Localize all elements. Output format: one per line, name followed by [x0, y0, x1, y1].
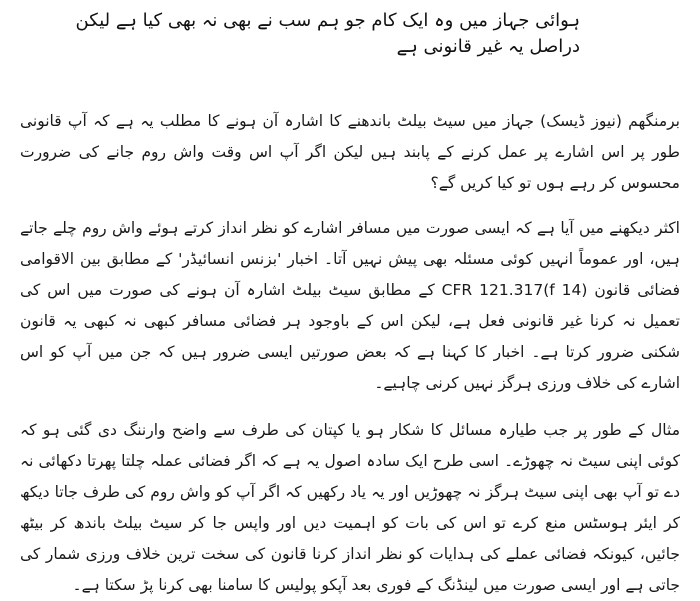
article-paragraph-intro: برمنگھم (نیوز ڈیسک) جہاز میں سیٹ بیلٹ باندھنے کا اشارہ آن ہونے کا مطلب یہ ہے کہ آپ قانونی طور پر اس اشارے پر عمل کرنے کے پابند ہیں لیکن اگر آپ اس وقت واش روم جانے کی ضرورت محسوس کر رہے ہوں تو کیا کریں گے؟ — [20, 112, 680, 192]
article-paragraph-law: اکثر دیکھنے میں آیا ہے کہ ایسی صورت میں مسافر اشارے کو نظر انداز کرتے ہوئے واش روم چلے جاتے ہیں، اور عموماً انہیں کوئی مسئلہ بھی پیش نہیں آتا۔ اخبار 'بزنس انسائیڈر' کے مطابق بین الاقوامی فضائی قانون CFR 121.317(f 14) کے مطابق سیٹ بیلٹ اشارہ آن ہونے کی صورت میں اس کی تعمیل نہ کرنا غیر قانونی فعل ہے، لیکن اس کے باوجود ہر فضائی مسافر کبھی نہ کبھی یہ قانون شکنی ضرور کرتا ہے۔ اخبار کا کہنا ہے کہ بعض صورتیں ایسی ضرور ہیں کہ جن میں آپ کو اس اشارے کی خلاف ورزی ہرگز نہیں کرنی چاہیے۔ — [20, 219, 680, 392]
article-paragraph-example: مثال کے طور پر جب طیارہ مسائل کا شکار ہو یا کپتان کی طرف سے واضح وارننگ دی گئی ہو کہ کوئی اپنی سیٹ نہ چھوڑے۔ اسی طرح ایک سادہ اصول یہ ہے کہ اگر فضائی عملہ چلتا پھرتا دکھائی نہ دے تو آپ بھی اپنی سیٹ ہرگز نہ چھوڑیں اور یہ یاد رکھیں کہ اگر آپ کو واش روم کی طرف جاتا دیکھ کر ایئر ہوسٹس منع کرے تو اس کی بات کو اہمیت دیں اور واپس جا کر سیٹ بیلٹ باندھ کر بیٹھ جائیں، کیونکہ فضائی عملے کی ہدایات کو نظر انداز کرنا قانون کی سخت ترین خلاف ورزی شمار کی جاتی ہے اور ایسی صورت میں لینڈنگ کے فوری بعد آپکو پولیس کا سامنا بھی کرنا پڑ سکتا ہے۔ — [20, 421, 680, 594]
article-title: ہوائی جہاز میں وہ ایک کام جو ہم سب نے بھی نہ بھی کیا ہے لیکن دراصل یہ غیر قانونی ہے — [75, 10, 580, 57]
